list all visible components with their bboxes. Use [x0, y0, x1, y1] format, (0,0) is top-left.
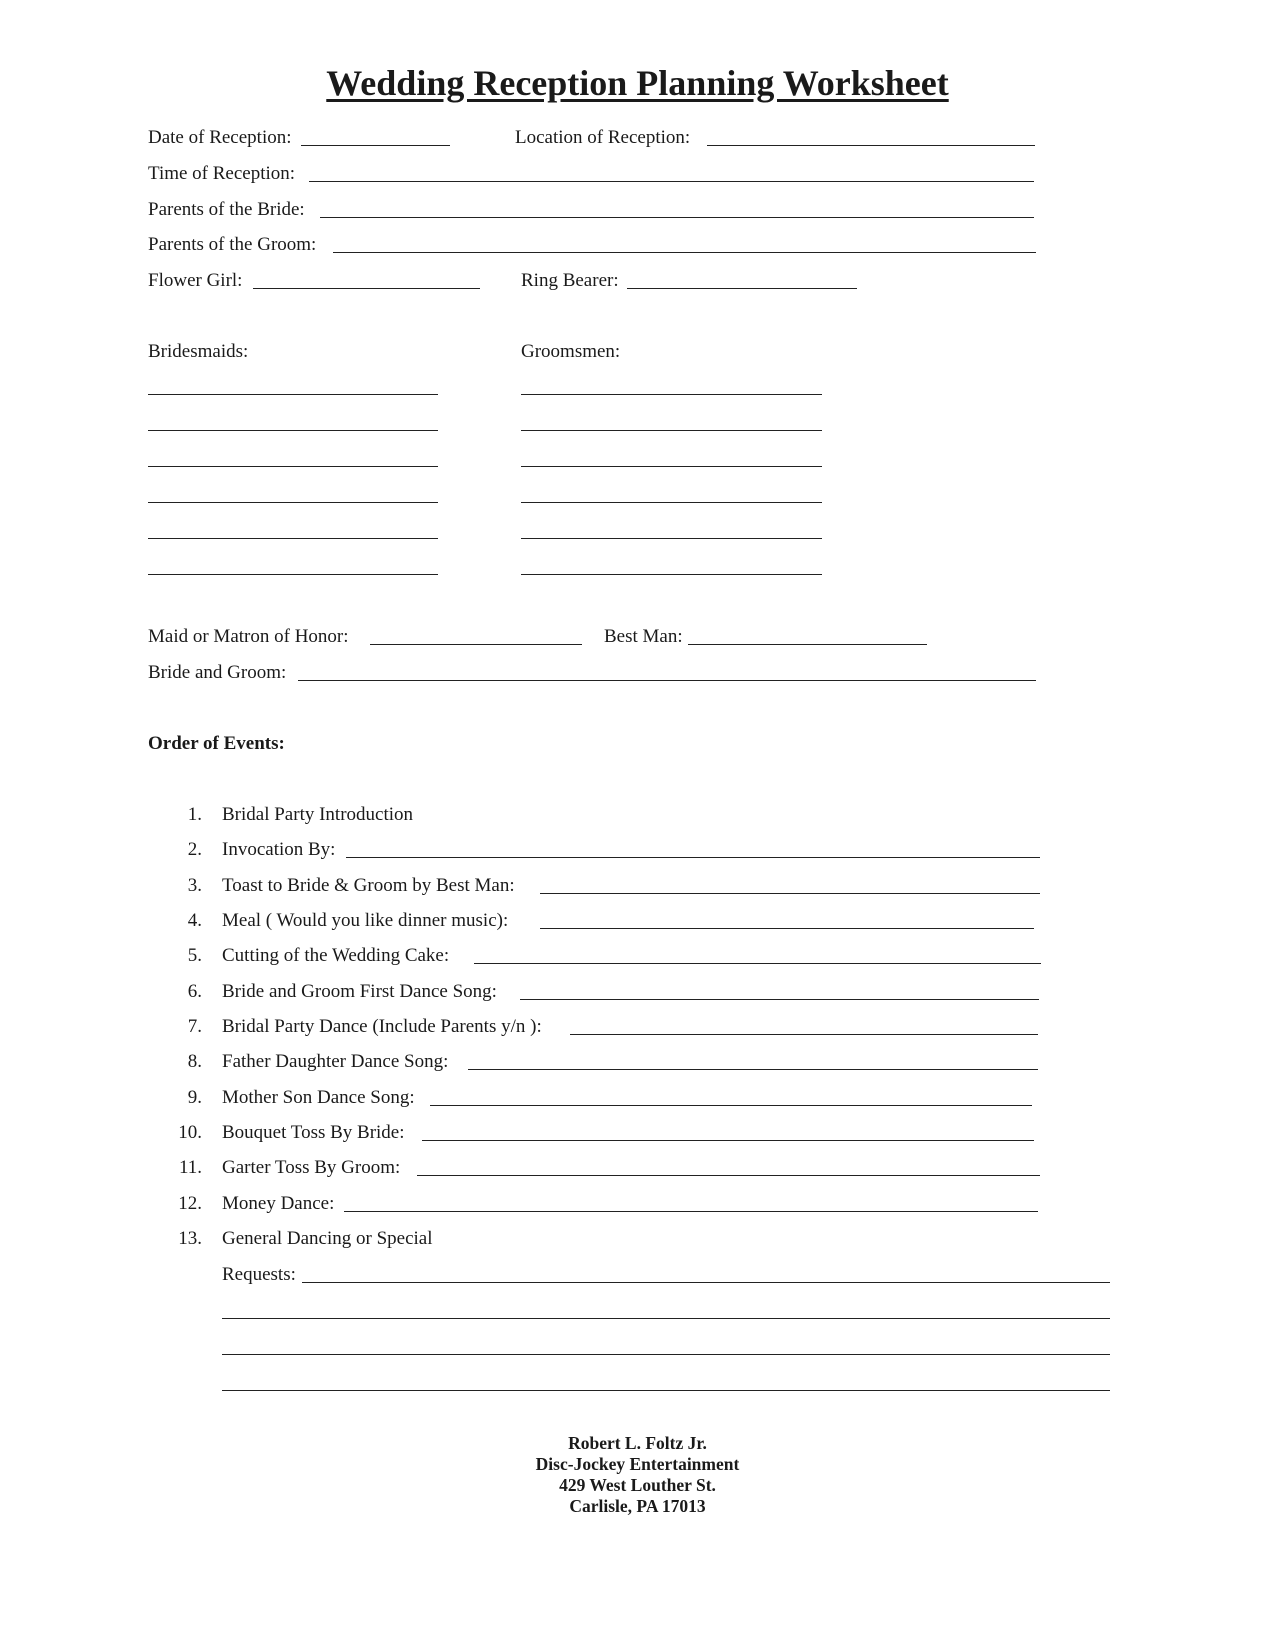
event-label: Bouquet Toss By Bride: — [222, 1122, 405, 1143]
groomsman-line[interactable] — [521, 430, 822, 431]
event-item-field[interactable] — [222, 1157, 1040, 1179]
event-line[interactable] — [468, 1069, 1038, 1070]
bride-and-groom-field[interactable] — [148, 662, 1036, 684]
parents-of-bride-line[interactable] — [320, 217, 1034, 218]
event-item-field[interactable] — [222, 1016, 1038, 1038]
event-label: General Dancing or Special — [222, 1228, 433, 1249]
requests-line[interactable] — [302, 1282, 1110, 1283]
flower-girl-line[interactable] — [253, 288, 480, 289]
groomsman-line[interactable] — [521, 574, 822, 575]
event-label: Father Daughter Dance Song: — [222, 1051, 449, 1072]
requests-line[interactable] — [222, 1354, 1110, 1355]
requests-line[interactable] — [222, 1318, 1110, 1319]
event-line[interactable] — [540, 928, 1034, 929]
event-number: 6. — [187, 981, 202, 1002]
footer-company: Disc-Jockey Entertainment — [535, 1454, 740, 1474]
event-line[interactable] — [570, 1034, 1038, 1035]
event-number: 13. — [178, 1228, 202, 1249]
groomsmen-label: Groomsmen: — [521, 341, 621, 362]
bridesmaid-line[interactable] — [148, 394, 438, 395]
event-label: Meal ( Would you like dinner music): — [222, 910, 509, 931]
event-line[interactable] — [430, 1105, 1032, 1106]
event-label: Garter Toss By Groom: — [222, 1157, 401, 1178]
event-item-field[interactable] — [222, 981, 1039, 1003]
event-label: Bridal Party Dance (Include Parents y/n ): — [222, 1016, 542, 1037]
footer-street: 429 West Louther St. — [559, 1475, 716, 1495]
event-number: 5. — [187, 945, 202, 966]
date-of-reception-field[interactable] — [148, 127, 450, 149]
best-man-field[interactable] — [604, 626, 927, 648]
bridesmaid-line[interactable] — [148, 502, 438, 503]
event-line[interactable] — [417, 1175, 1040, 1176]
bridesmaids-label: Bridesmaids: — [148, 341, 249, 362]
parents-of-bride-label: Parents of the Bride: — [148, 199, 305, 220]
event-item-field[interactable] — [222, 1122, 1034, 1144]
event-number: 12. — [178, 1193, 202, 1214]
event-number: 11. — [178, 1157, 202, 1178]
time-of-reception-field[interactable] — [148, 163, 1034, 185]
bridesmaid-line[interactable] — [148, 466, 438, 467]
event-number: 1. — [187, 804, 202, 825]
time-of-reception-label: Time of Reception: — [148, 163, 296, 184]
event-label: Invocation By: — [222, 839, 336, 860]
bride-and-groom-line[interactable] — [298, 680, 1036, 681]
event-item-field[interactable] — [222, 875, 1040, 897]
parents-of-groom-label: Parents of the Groom: — [148, 234, 317, 255]
event-item-field[interactable] — [222, 910, 1034, 932]
requests-line[interactable] — [222, 1390, 1110, 1391]
event-label: Cutting of the Wedding Cake: — [222, 945, 450, 966]
event-line[interactable] — [474, 963, 1041, 964]
footer-name: Robert L. Foltz Jr. — [568, 1433, 707, 1453]
event-line[interactable] — [540, 893, 1040, 894]
maid-of-honor-field[interactable] — [148, 626, 582, 648]
parents-of-groom-field[interactable] — [148, 234, 1036, 256]
ring-bearer-field[interactable] — [521, 270, 857, 292]
event-number: 2. — [187, 839, 202, 860]
requests-field[interactable] — [222, 1264, 1110, 1286]
event-line[interactable] — [520, 999, 1039, 1000]
bridesmaid-line[interactable] — [148, 574, 438, 575]
location-of-reception-field[interactable] — [515, 127, 1035, 149]
page-title: Wedding Reception Planning Worksheet — [326, 63, 949, 103]
best-man-line[interactable] — [688, 644, 927, 645]
maid-of-honor-line[interactable] — [370, 644, 582, 645]
flower-girl-label: Flower Girl: — [148, 270, 243, 291]
event-label: Toast to Bride & Groom by Best Man: — [222, 875, 515, 896]
event-item-field[interactable] — [222, 1193, 1038, 1215]
groomsman-line[interactable] — [521, 466, 822, 467]
event-label: Bridal Party Introduction — [222, 804, 414, 825]
groomsman-line[interactable] — [521, 394, 822, 395]
groomsman-line[interactable] — [521, 538, 822, 539]
event-line[interactable] — [346, 857, 1040, 858]
event-line[interactable] — [344, 1211, 1038, 1212]
time-of-reception-line[interactable] — [309, 181, 1034, 182]
event-number: 9. — [187, 1087, 202, 1108]
event-item-field[interactable] — [222, 1087, 1032, 1109]
footer-city: Carlisle, PA 17013 — [569, 1496, 706, 1516]
ring-bearer-label: Ring Bearer: — [521, 270, 619, 291]
event-number: 4. — [187, 910, 202, 931]
best-man-label: Best Man: — [604, 626, 683, 647]
event-number: 3. — [187, 875, 202, 896]
event-number: 10. — [178, 1122, 202, 1143]
parents-of-bride-field[interactable] — [148, 199, 1034, 221]
parents-of-groom-line[interactable] — [333, 252, 1036, 253]
groomsman-line[interactable] — [521, 502, 822, 503]
date-of-reception-label: Date of Reception: — [148, 127, 292, 148]
event-number: 8. — [187, 1051, 202, 1072]
event-number: 7. — [187, 1016, 202, 1037]
requests-label: Requests: — [222, 1264, 296, 1285]
event-item-field[interactable] — [222, 1051, 1038, 1073]
date-of-reception-line[interactable] — [301, 145, 450, 146]
location-of-reception-line[interactable] — [707, 145, 1035, 146]
order-of-events-heading: Order of Events: — [148, 733, 285, 754]
ring-bearer-line[interactable] — [627, 288, 857, 289]
event-line[interactable] — [422, 1140, 1034, 1141]
location-of-reception-label: Location of Reception: — [515, 127, 691, 148]
flower-girl-field[interactable] — [148, 270, 480, 292]
bridesmaid-line[interactable] — [148, 430, 438, 431]
footer-contact — [0, 1433, 1275, 1517]
event-label: Mother Son Dance Song: — [222, 1087, 415, 1108]
maid-of-honor-label: Maid or Matron of Honor: — [148, 626, 349, 647]
event-label: Bride and Groom First Dance Song: — [222, 981, 497, 1002]
event-item-field[interactable] — [222, 945, 1041, 967]
bridesmaid-line[interactable] — [148, 538, 438, 539]
bride-and-groom-label: Bride and Groom: — [148, 662, 287, 683]
event-item-field[interactable] — [222, 839, 1040, 861]
event-label: Money Dance: — [222, 1193, 335, 1214]
